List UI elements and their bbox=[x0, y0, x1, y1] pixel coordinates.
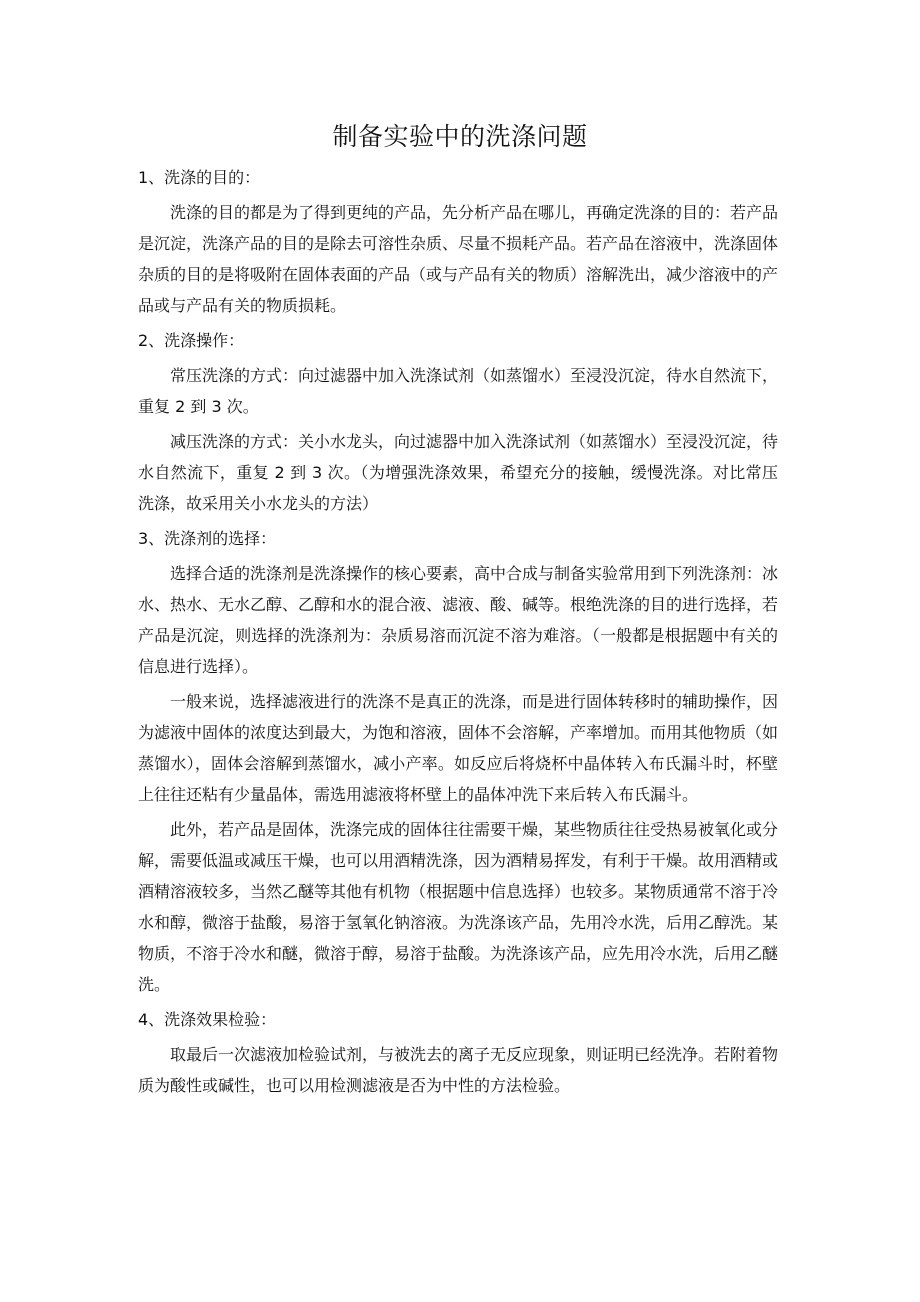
section-heading: 1、洗涤的目的： bbox=[138, 168, 261, 187]
section-effect-check bbox=[138, 1004, 778, 1101]
paragraph: 选择合适的洗涤剂是洗涤操作的核心要素，高中合成与制备实验常用到下列洗涤剂：冰水、热水、无水乙醇、乙醇和水的混合液、滤液、酸、碱等。根绝洗涤的目的进行选择，若产品是沉淀，则选择的洗涤剂为：杂质易溶而沉淀不溶为难溶。（一般都是根据题中有关的信息进行选择）。 bbox=[138, 564, 779, 676]
paragraph: 取最后一次滤液加检验试剂，与被洗去的离子无反应现象，则证明已经洗净。若附着物质为酸性或碱性，也可以用检测滤液是否为中性的方法检验。 bbox=[138, 1045, 779, 1095]
document-body bbox=[138, 162, 778, 1105]
section-detergent-choice bbox=[138, 523, 778, 1000]
paragraph: 减压洗涤的方式：关小水龙头，向过滤器中加入洗涤试剂（如蒸馏水）至浸没沉淀，待水自然流下，重复 2 到 3 次。（为增强洗涤效果，希望充分的接触，缓慢洗涤。对比常压洗涤，故采用关小水龙头的方法） bbox=[138, 432, 779, 513]
section-purpose bbox=[138, 162, 778, 321]
section-operation bbox=[138, 325, 778, 519]
paragraph: 此外，若产品是固体，洗涤完成的固体往往需要干燥，某些物质往往受热易被氧化或分解，需要低温或减压干燥，也可以用酒精洗涤，因为酒精易挥发，有利于干燥。故用酒精或酒精溶液较多，当然乙醚等其他有机物（根据题中信息选择）也较多。某物质通常不溶于冷水和醇，微溶于盐酸，易溶于氢氧化钠溶液。为洗涤该产品，先用冷水洗，后用乙醇洗。某物质，不溶于冷水和醚，微溶于醇，易溶于盐酸。为洗涤该产品，应先用冷水洗，后用乙醚洗。 bbox=[138, 820, 779, 994]
paragraph: 一般来说，选择滤液进行的洗涤不是真正的洗涤，而是进行固体转移时的辅助操作，因为滤液中固体的浓度达到最大，为饱和溶液，固体不会溶解，产率增加。而用其他物质（如蒸馏水），固体会溶解到蒸馏水，减小产率。如反应后将烧杯中晶体转入布氏漏斗时，杯壁上往往还粘有少量晶体，需选用滤液将杯壁上的晶体冲洗下来后转入布氏漏斗。 bbox=[138, 692, 779, 804]
section-heading: 2、洗涤操作： bbox=[138, 331, 245, 350]
paragraph: 洗涤的目的都是为了得到更纯的产品，先分析产品在哪儿，再确定洗涤的目的：若产品是沉淀，洗涤产品的目的是除去可溶性杂质、尽量不损耗产品。若产品在溶液中，洗涤固体杂质的目的是将吸附在固体表面的产品（或与产品有关的物质）溶解洗出，减少溶液中的产品或与产品有关的物质损耗。 bbox=[138, 203, 779, 315]
paragraph: 常压洗涤的方式：向过滤器中加入洗涤试剂（如蒸馏水）至浸没沉淀，待水自然流下，重复 2 到 3 次。 bbox=[138, 366, 779, 416]
section-heading: 3、洗涤剂的选择： bbox=[138, 529, 277, 548]
document-title: 制备实验中的洗涤问题 bbox=[332, 122, 588, 151]
section-heading: 4、洗涤效果检验： bbox=[138, 1010, 277, 1029]
